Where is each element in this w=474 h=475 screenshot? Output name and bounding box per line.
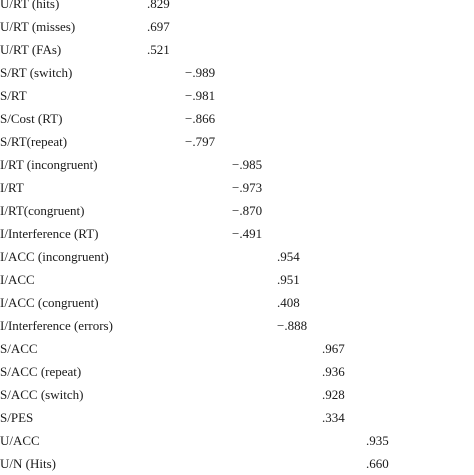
loading-value: .951 [277, 272, 300, 287]
table-row [0, 199, 474, 222]
variable-label: U/RT (misses) [0, 19, 76, 34]
loading-value: −.888 [277, 318, 308, 333]
table-row [0, 61, 474, 84]
table-row [0, 130, 474, 153]
table-row [0, 291, 474, 314]
table-row [0, 268, 474, 291]
variable-label: S/RT(repeat) [0, 134, 68, 149]
table-row [0, 406, 474, 429]
variable-label: S/PES [0, 410, 34, 425]
variable-label: S/ACC (switch) [0, 387, 84, 402]
loading-value: .954 [277, 249, 300, 264]
variable-label: I/ACC [0, 272, 35, 287]
loading-value: −.985 [232, 157, 263, 172]
loading-value: −.797 [185, 134, 216, 149]
loading-value: .660 [366, 456, 389, 471]
variable-label: I/Interference (errors) [0, 318, 113, 333]
variable-label: I/RT (incongruent) [0, 157, 98, 172]
loading-value: .936 [322, 364, 345, 379]
variable-label: I/Interference (RT) [0, 226, 99, 241]
table-row [0, 0, 474, 15]
loading-value: .928 [322, 387, 345, 402]
loading-value: −.866 [185, 111, 216, 126]
variable-label: I/RT(congruent) [0, 203, 85, 218]
loading-value: −.989 [185, 65, 216, 80]
table-row [0, 176, 474, 199]
table-row [0, 222, 474, 245]
loading-value: .408 [277, 295, 300, 310]
variable-label: U/RT (hits) [0, 0, 60, 11]
table-row [0, 15, 474, 38]
table-row [0, 429, 474, 452]
variable-label: S/ACC [0, 341, 38, 356]
loading-value: −.491 [232, 226, 263, 241]
variable-label: I/ACC (incongruent) [0, 249, 109, 264]
table-row [0, 107, 474, 130]
table-row [0, 360, 474, 383]
variable-label: I/ACC (congruent) [0, 295, 99, 310]
loading-value: .334 [322, 410, 345, 425]
table-row [0, 84, 474, 107]
table-row [0, 245, 474, 268]
loading-value: −.981 [185, 88, 216, 103]
table-row [0, 38, 474, 61]
variable-label: S/Cost (RT) [0, 111, 63, 126]
variable-label: S/RT [0, 88, 27, 103]
variable-label: S/ACC (repeat) [0, 364, 82, 379]
variable-label: U/ACC [0, 433, 40, 448]
loading-value: −.870 [232, 203, 263, 218]
table-row [0, 337, 474, 360]
loading-value: .521 [147, 42, 170, 57]
loading-value: −.973 [232, 180, 263, 195]
loading-value: .967 [322, 341, 345, 356]
table-row [0, 153, 474, 176]
table-row [0, 452, 474, 475]
table-row [0, 314, 474, 337]
variable-label: I/RT [0, 180, 24, 195]
variable-label: U/RT (FAs) [0, 42, 62, 57]
loading-value: .829 [147, 0, 170, 11]
table-row [0, 383, 474, 406]
variable-label: S/RT (switch) [0, 65, 73, 80]
loading-value: .697 [147, 19, 170, 34]
variable-label: U/N (Hits) [0, 456, 56, 471]
loading-value: .935 [366, 433, 389, 448]
